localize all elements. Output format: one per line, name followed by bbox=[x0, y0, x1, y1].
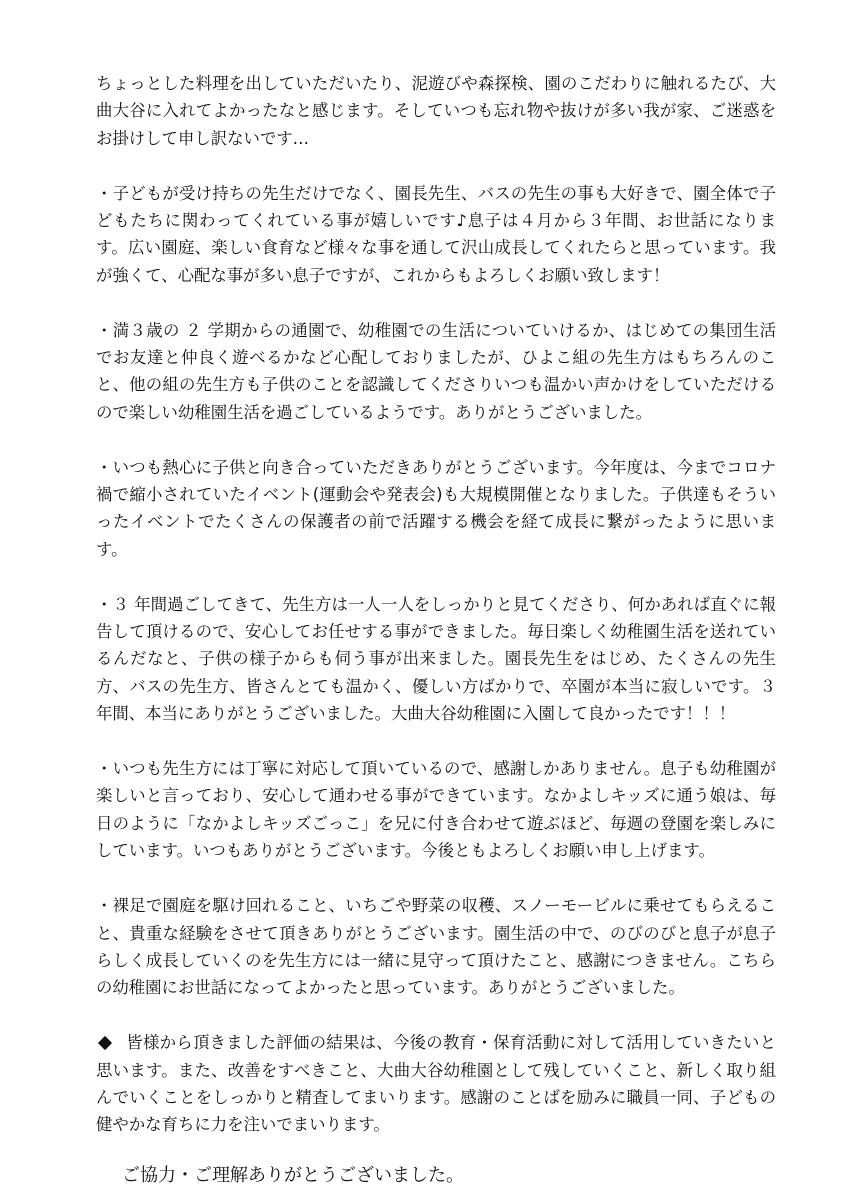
comment-paragraph-2: ・子どもが受け持ちの先生だけでなく、園長先生、バスの先生の事も大好きで、園全体で子どもたちに関わってくれている事が嬉しいです♪息子は４月から３年間、お世話になります。広い園庭、楽しい食育など様々な事を通して沢山成長してくれたらと思っています。我が強くて、心配な事が多い息子ですが、これからもよろしくお願い致します！ bbox=[96, 183, 776, 285]
closing-statement bbox=[96, 1029, 776, 1139]
comment-paragraph-5: ・３ 年間過ごしてきて、先生方は一人一人をしっかりと見てくださり、何かあれば直ぐに報告して頂けるので、安心してお任せする事ができました。毎日楽しく幼稚園生活を送れているんだなと、子供の様子からも伺う事が出来ました。園長先生をはじめ、たくさんの先生方、バスの先生方、皆さんとても温かく、優しい方ばかりで、卒園が本当に寂しいです。３ 年間、本当にありがとうございました。大曲大谷幼稚園に入園して良かったです！！！ bbox=[96, 594, 776, 724]
comment-paragraph-3: ・満３歳の ２ 学期からの通園で、幼稚園での生活についていけるか、はじめての集団生活でお友達と仲良く遊べるかなど心配しておりましたが、ひよこ組の先生方はもちろんのこと、他の組の先生方も子供のことを認識してくださりいつも温かい声かけをしていただけるので楽しい幼稚園生活を過ごしているようです。ありがとうございました。 bbox=[96, 320, 776, 422]
comment-paragraph-7: ・裸足で園庭を駆け回れること、いちごや野菜の収穫、スノーモービルに乗せてもらえること、貴重な経験をさせて頂きありがとうございます。園生活の中で、のびのびと息子が息子らしく成長していくのを先生方には一緒に見守って頂けたこと、感謝につきません。こちらの幼稚園にお世話になってよかったと思っています。ありがとうございました。 bbox=[96, 896, 776, 998]
diamond-bullet-icon bbox=[98, 1036, 112, 1050]
comment-paragraph-1: ちょっとした料理を出していただいたり、泥遊びや森探検、園のこだわりに触れるたび、大曲大谷に入れてよかったなと感じます。そしていつも忘れ物や抜けが多い我が家、ご迷惑をお掛けして申し訳ないです… bbox=[96, 74, 776, 148]
comment-paragraph-4: ・いつも熱心に子供と向き合っていただきありがとうございます。今年度は、今までコロナ禍で縮小されていたイベント(運動会や発表会)も大規模開催となりました。子供達もそういったイベントでたくさんの保護者の前で活躍する機会を経て成長に繋がったように思います。 bbox=[96, 457, 776, 559]
document-page bbox=[96, 70, 776, 1191]
comment-paragraph-6: ・いつも先生方には丁寧に対応して頂いているので、感謝しかありません。息子も幼稚園が楽しいと言っており、安心して通わせる事ができています。なかよしキッズに通う娘は、毎日のように「なかよしキッズごっこ」を兄に付き合わせて遊ぶほど、毎週の登園を楽しみにしています。いつもありがとうございます。今後ともよろしくお願い申し上げます。 bbox=[96, 759, 776, 861]
thanks-line: ご協力・ご理解ありがとうございました。 bbox=[122, 1164, 464, 1186]
closing-statement-text: 皆様から頂きました評価の結果は、今後の教育・保育活動に対して活用していきたいと思います。また、改善をすべきこと、大曲大谷幼稚園として残していくこと、新しく取り組んでいくことをしっかりと精査してまいります。感謝のことばを励みに職員一同、子どもの健やかな育ちに力を注いでまいります。 bbox=[96, 1033, 776, 1135]
